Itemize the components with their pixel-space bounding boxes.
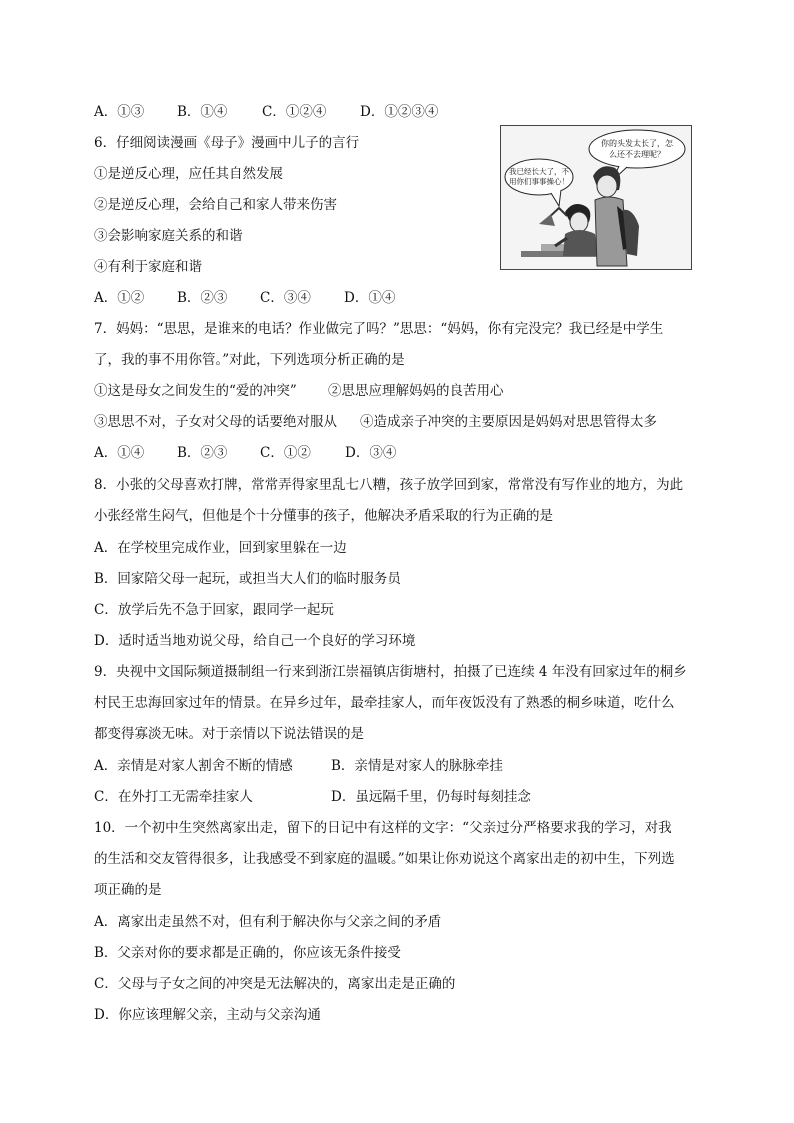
q8-option-d: D．适时适当地劝说父母，给自己一个良好的学习环境 xyxy=(94,633,416,649)
q8-option-b: B．回家陪父母一起玩，或担当大人们的临时服务员 xyxy=(94,571,401,587)
q10-option-c: C．父母与子女之间的冲突是无法解决的，离家出走是正确的 xyxy=(94,976,456,992)
q8-stem-line-2: 小张经常生闷气，但他是个十分懂事的孩子，他解决矛盾采取的行为正确的是 xyxy=(94,508,553,524)
q7-items-row-1 xyxy=(94,382,504,400)
q9-stem-line-1: 9．央视中文国际频道摄制组一行来到浙江崇福镇店街塘村，拍摄了已连续 4 年没有回家过年的桐乡 xyxy=(94,664,687,680)
q8-option-a: A．在学校里完成作业，回到家里躲在一边 xyxy=(94,540,347,556)
q7-stem-line-1: 7．妈妈：“思思，是谁来的电话？作业做完了吗？”思思：“妈妈，你有完没完？我已经是中学生 xyxy=(94,321,664,337)
q10-option-a: A．离家出走虽然不对，但有利于解决你与父亲之间的矛盾 xyxy=(94,914,442,930)
q7-stem-line-2: 了，我的事不用你管。”对此，下列选项分析正确的是 xyxy=(94,352,405,368)
son-speech-line-1: 我已经长大了，不 xyxy=(509,167,569,176)
q9-stem-line-2: 村民王忠海回家过年的情景。在异乡过年，最牵挂家人，而年夜饭没有了熟悉的桐乡味道，吃什么 xyxy=(94,695,675,711)
q7-item-4: ④造成亲子冲突的主要原因是妈妈对思思管得太多 xyxy=(360,414,657,430)
mother-speech-line-2: 么还不去理呢？ xyxy=(609,150,665,159)
q9-option-c: C．在外打工无需牵挂家人 xyxy=(94,789,253,805)
q9-stem-line-3: 都变得寡淡无味。对于亲情以下说法错误的是 xyxy=(94,726,364,742)
q6-item-3: ③会影响家庭关系的和谐 xyxy=(94,228,243,244)
q6-item-1: ①是逆反心理，应任其自然发展 xyxy=(94,166,283,182)
q7-item-3: ③思思不对，子女对父母的话要绝对服从 xyxy=(94,414,337,430)
q10-stem-line-3: 项正确的是 xyxy=(94,882,162,898)
q6-item-4: ④有利于家庭和谐 xyxy=(94,259,202,275)
q10-option-b: B．父亲对你的要求都是正确的，你应该无条件接受 xyxy=(94,945,401,961)
q7-item-2: ②思思应理解妈妈的良苦用心 xyxy=(328,383,504,399)
son-speech-line-2: 用你们事事操心！ xyxy=(509,177,569,186)
q7-option-a: A．①④ xyxy=(94,445,145,461)
q10-stem-line-2: 的生活和交友管得很多，让我感受不到家庭的温暖。”如果让你劝说这个离家出走的初中生，下列选 xyxy=(94,851,675,867)
mother-speech-line-1: 你的头发太长了，怎 xyxy=(601,139,673,148)
q6-option-b: B．②③ xyxy=(177,290,228,306)
q9-options-row-2 xyxy=(94,788,531,806)
q7-item-1: ①这是母女之间发生的“爱的冲突” xyxy=(94,383,297,399)
q6-option-c: C．③④ xyxy=(260,290,311,306)
q5-option-c: C．①②④ xyxy=(262,104,327,120)
mother-son-cartoon xyxy=(500,125,692,270)
q8-stem-line-1: 8．小张的父母喜欢打牌，常常弄得家里乱七八糟，孩子放学回到家，常常没有写作业的地方，为此 xyxy=(94,477,684,493)
q6-item-2: ②是逆反心理，会给自己和家人带来伤害 xyxy=(94,197,337,213)
q5-option-a: A．①③ xyxy=(94,104,145,120)
q7-option-b: B．②③ xyxy=(177,445,228,461)
q9-option-d: D．虽远隔千里，仍每时每刻挂念 xyxy=(331,789,531,805)
q5-option-b: B．①④ xyxy=(177,104,228,120)
q6-options xyxy=(94,289,395,307)
q6-option-d: D．①④ xyxy=(344,290,396,306)
q6-option-a: A．①② xyxy=(94,290,145,306)
q8-option-c: C．放学后先不急于回家，跟同学一起玩 xyxy=(94,602,334,618)
q7-option-c: C．①② xyxy=(260,445,311,461)
q7-items-row-2 xyxy=(94,413,657,431)
q9-option-b: B．亲情是对家人的脉脉牵挂 xyxy=(331,758,503,774)
q10-option-d: D．你应该理解父亲，主动与父亲沟通 xyxy=(94,1007,321,1023)
q5-option-d: D．①②③④ xyxy=(360,104,439,120)
q7-options xyxy=(94,444,396,462)
q5-options xyxy=(94,103,438,121)
q7-option-d: D．③④ xyxy=(345,445,397,461)
q9-option-a: A．亲情是对家人割舍不断的情感 xyxy=(94,758,293,774)
mother-figure xyxy=(593,166,639,266)
q6-stem: 6．仔细阅读漫画《母子》漫画中儿子的言行 xyxy=(94,135,360,151)
q10-stem-line-1: 10．一个初中生突然离家出走，留下的日记中有这样的文字：“父亲过分严格要求我的学习，对我 xyxy=(94,820,672,836)
q9-options-row-1 xyxy=(94,757,503,775)
